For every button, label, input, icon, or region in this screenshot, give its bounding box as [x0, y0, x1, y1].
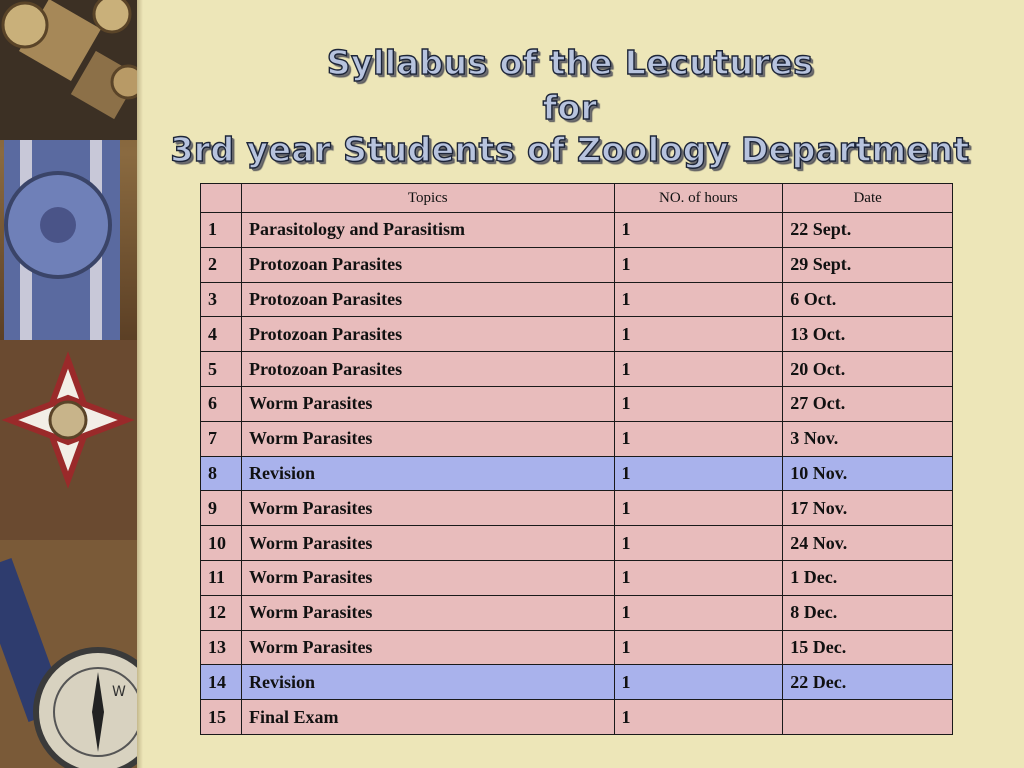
cell-hours: 1	[614, 560, 783, 595]
cell-date	[783, 700, 953, 735]
cell-date: 3 Nov.	[783, 421, 953, 456]
cell-number: 2	[201, 247, 242, 282]
table-row	[201, 421, 953, 456]
cell-number: 4	[201, 317, 242, 352]
cell-hours: 1	[614, 386, 783, 421]
cell-hours: 1	[614, 700, 783, 735]
side-image-shadow	[137, 0, 143, 768]
table-header-row	[201, 184, 953, 213]
table-row	[201, 700, 953, 735]
table-row	[201, 526, 953, 561]
cell-date: 22 Dec.	[783, 665, 953, 700]
cell-number: 7	[201, 421, 242, 456]
cell-number: 14	[201, 665, 242, 700]
cell-hours: 1	[614, 595, 783, 630]
cell-hours: 1	[614, 247, 783, 282]
table-row	[201, 213, 953, 248]
table-row	[201, 491, 953, 526]
cell-topic: Revision	[241, 456, 614, 491]
cell-hours: 1	[614, 352, 783, 387]
cell-topic: Worm Parasites	[241, 421, 614, 456]
cell-date: 27 Oct.	[783, 386, 953, 421]
cell-topic: Final Exam	[241, 700, 614, 735]
cell-topic: Protozoan Parasites	[241, 352, 614, 387]
cell-hours: 1	[614, 630, 783, 665]
cell-date: 6 Oct.	[783, 282, 953, 317]
cell-date: 1 Dec.	[783, 560, 953, 595]
cell-date: 24 Nov.	[783, 526, 953, 561]
cell-hours: 1	[614, 213, 783, 248]
cell-hours: 1	[614, 491, 783, 526]
medal-collage-icon	[0, 0, 137, 768]
cell-number: 6	[201, 386, 242, 421]
cell-topic: Worm Parasites	[241, 491, 614, 526]
page-title-line2: for	[542, 88, 598, 127]
cell-date: 29 Sept.	[783, 247, 953, 282]
table-row	[201, 352, 953, 387]
cell-hours: 1	[614, 526, 783, 561]
cell-topic: Protozoan Parasites	[241, 317, 614, 352]
table-row	[201, 386, 953, 421]
cell-topic: Worm Parasites	[241, 386, 614, 421]
cell-topic: Revision	[241, 665, 614, 700]
cell-number: 11	[201, 560, 242, 595]
table-row	[201, 282, 953, 317]
cell-number: 8	[201, 456, 242, 491]
page-title-line3: 3rd year Students of Zoology Department	[170, 130, 970, 169]
cell-number: 1	[201, 213, 242, 248]
cell-number: 3	[201, 282, 242, 317]
cell-date: 10 Nov.	[783, 456, 953, 491]
cell-date: 22 Sept.	[783, 213, 953, 248]
table-row	[201, 665, 953, 700]
cell-number: 10	[201, 526, 242, 561]
cell-hours: 1	[614, 317, 783, 352]
cell-hours: 1	[614, 665, 783, 700]
cell-number: 9	[201, 491, 242, 526]
cell-topic: Parasitology and Parasitism	[241, 213, 614, 248]
cell-topic: Protozoan Parasites	[241, 282, 614, 317]
table-row	[201, 247, 953, 282]
table-row	[201, 595, 953, 630]
cell-topic: Protozoan Parasites	[241, 247, 614, 282]
table-row	[201, 560, 953, 595]
cell-hours: 1	[614, 456, 783, 491]
cell-date: 13 Oct.	[783, 317, 953, 352]
cell-number: 12	[201, 595, 242, 630]
page-title-line1: Syllabus of the Lecutures	[326, 43, 814, 82]
cell-date: 8 Dec.	[783, 595, 953, 630]
cell-date: 20 Oct.	[783, 352, 953, 387]
cell-hours: 1	[614, 421, 783, 456]
table-row	[201, 630, 953, 665]
cell-number: 15	[201, 700, 242, 735]
svg-text:W: W	[112, 684, 126, 700]
header-number	[201, 184, 242, 213]
cell-topic: Worm Parasites	[241, 595, 614, 630]
table-row	[201, 317, 953, 352]
table-row	[201, 456, 953, 491]
header-date: Date	[783, 184, 953, 213]
header-hours: NO. of hours	[614, 184, 783, 213]
cell-topic: Worm Parasites	[241, 630, 614, 665]
cell-topic: Worm Parasites	[241, 526, 614, 561]
cell-number: 5	[201, 352, 242, 387]
cell-hours: 1	[614, 282, 783, 317]
cell-date: 17 Nov.	[783, 491, 953, 526]
cell-topic: Worm Parasites	[241, 560, 614, 595]
decorative-side-image	[0, 0, 137, 768]
syllabus-table	[200, 183, 953, 735]
cell-date: 15 Dec.	[783, 630, 953, 665]
header-topics: Topics	[241, 184, 614, 213]
cell-number: 13	[201, 630, 242, 665]
